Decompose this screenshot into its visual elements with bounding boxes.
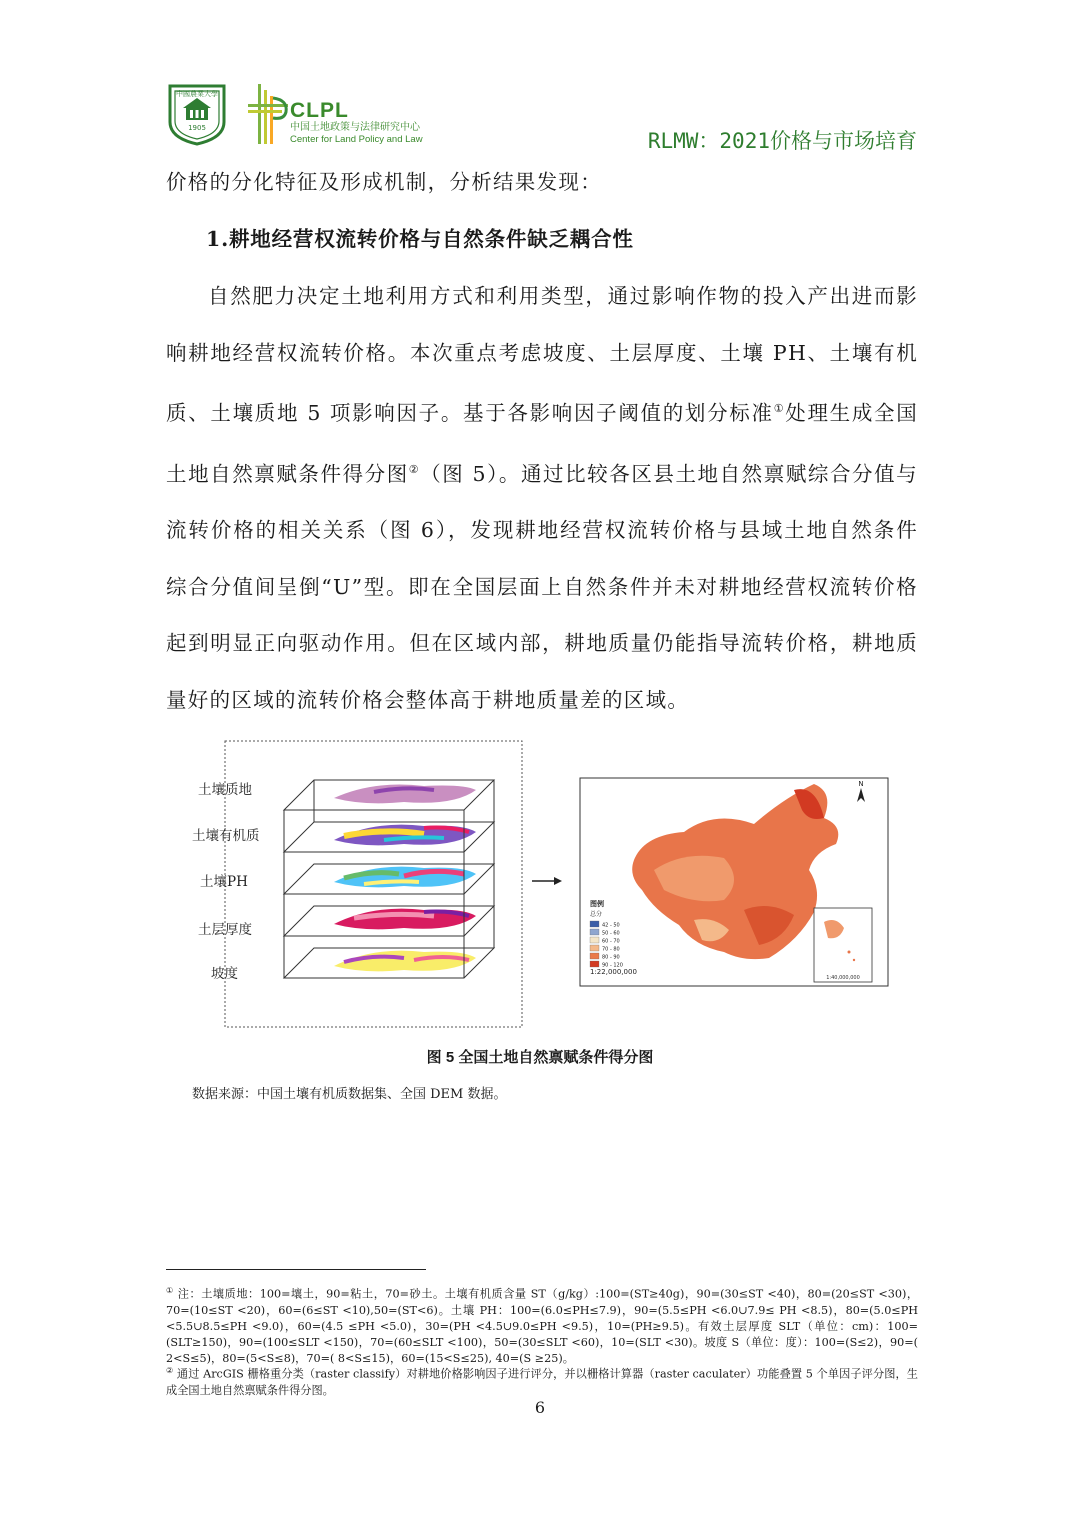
section-heading: 1.耕地经营权流转价格与自然条件缺乏耦合性: [206, 227, 634, 251]
footnote-1: [166, 1283, 918, 1367]
university-logo-text: 中國農業大學: [176, 90, 218, 98]
legend-label: 80 - 90: [602, 954, 620, 961]
footnote-ref-1[interactable]: ①: [773, 402, 786, 415]
legend-label: 60 - 70: [602, 938, 620, 945]
legend-swatch: [590, 921, 599, 927]
footnote-2-text: 通过 ArcGIS 栅格重分类（raster classify）对耕地价格影响因子进行评分，并以栅格计算器（raster caculater）功能叠置 5 个单因子评分图，生成全国土地自然禀赋条件得分图。: [166, 1367, 918, 1397]
figure-source: 数据来源：中国土壤有机质数据集、全国 DEM 数据。: [192, 1087, 507, 1102]
layer-stack: [284, 780, 494, 978]
legend-title: 图例: [590, 900, 604, 908]
clpl-wordmark: [290, 100, 423, 145]
footnote-divider: [166, 1269, 426, 1270]
layer-label-soil-ph: 土壤PH: [200, 874, 248, 890]
paragraph-main-part-b: 处理生成全国土地自然禀赋条件得分图: [166, 401, 918, 486]
legend-label: 42 - 50: [602, 922, 620, 929]
legend-label: 70 - 80: [602, 946, 620, 953]
legend-label: 90 - 120: [602, 962, 623, 969]
paragraph-main-part-a: 自然肥力决定土地利用方式和利用类型，通过影响作物的投入产出进而影响耕地经营权流转价格。本次重点考虑坡度、土层厚度、土壤 PH、土壤有机质、土壤质地 5 项影响因子。基于各影响因子阈值的划分标准: [166, 284, 918, 425]
layer-label-soil-depth: 土层厚度: [198, 922, 252, 938]
footnote-ref-2[interactable]: ②: [408, 462, 421, 476]
figure-caption: 图 5 全国土地自然禀赋条件得分图: [426, 1049, 654, 1066]
map-scale: 1:22,000,000: [590, 968, 637, 976]
layer-label-soil-texture: 土壤质地: [198, 782, 252, 798]
footnote-2-mark: ②: [166, 1366, 174, 1375]
layer-label-soil-organic: 土壤有机质: [192, 828, 260, 844]
legend-swatch: [590, 945, 599, 951]
footnote-1-mark: ①: [166, 1286, 174, 1295]
figure-5: [192, 740, 924, 1030]
north-label: N: [858, 780, 864, 788]
figure-graphic: [224, 740, 924, 1030]
footnote-2: [166, 1363, 918, 1399]
inset-scale: 1:40,000,000: [826, 975, 860, 981]
layer-soil-texture: [284, 780, 494, 810]
paragraph-intro: 价格的分化特征及形成机制，分析结果发现：: [166, 170, 602, 194]
layer-label-slope: 坡度: [211, 966, 238, 982]
arrow-icon: [532, 877, 562, 885]
inset-map-frame: [814, 908, 872, 982]
clpl-chinese-name: 中国土地政策与法律研究中心: [290, 122, 420, 133]
legend-swatch: [590, 953, 599, 959]
layer-soil-depth: [284, 906, 494, 936]
layer-soil-ph: [284, 864, 494, 894]
clpl-name: CLPL: [290, 99, 349, 122]
clpl-english-name: Center for Land Policy and Law: [290, 134, 423, 145]
header-title: RLMW：2021价格与市场培育: [647, 129, 917, 153]
legend-subtitle: 总分: [590, 911, 603, 918]
page-number: 6: [534, 1398, 546, 1417]
footnote-1-text: 注：土壤质地：100=壤土，90=粘土，70=砂土。土壤有机质含量 ST（g/kg）:100=(ST≥40g)，90=(30≤ST <40)，80=(20≤ST <30)，70=(10≤ST <20)，60=(6≤ST <10),50=(ST<6)。土壤 PH：100=(6.0≤PH≤7.9)，90=(5.5≤PH <6.0∪7.9≤ PH <8.5)，80=(5.0≤PH <5.5∪8.5≤PH <9.0)，60=(4.5 ≤PH <5.0)，30=(PH <4.5∪9.0≤PH <9.5)，10=(PH≥9.5)。有效土层厚度 SLT（单位：cm)：100=(SLT≥150)，90=(100≤SLT <150)，70=(60≤SLT <100)，50=(30≤SLT <60)，10=(SLT <30)。坡度 S（单位：度）：100=(S≤2)，90=( 2<S≤5)，80=(5<S≤8)，70=( 8<S≤15)，60=(15<S≤25), 40=(S ≥25)。: [166, 1287, 919, 1365]
legend-swatch: [590, 961, 599, 967]
layer-soil-organic: [284, 822, 494, 852]
university-logo-year: 1905: [188, 124, 206, 132]
legend-label: 50 - 60: [602, 930, 620, 937]
university-logo: [166, 82, 228, 146]
layer-slope: [284, 948, 494, 978]
paragraph-main: [166, 268, 918, 728]
legend-swatch: [590, 937, 599, 943]
paragraph-main-part-c: （图 5）。通过比较各区县土地自然禀赋综合分值与流转价格的相关关系（图 6），发现耕地经营权流转价格与县域土地自然条件综合分值间呈倒“U”型。即在全国层面上自然条件并未对耕地经营权流转价格起到明显正向驱动作用。但在区域内部，耕地质量仍能指导流转价格，耕地质量好的区域的流转价格会整体高于耕地质量差的区域。: [166, 461, 918, 712]
legend-swatch: [590, 929, 599, 935]
